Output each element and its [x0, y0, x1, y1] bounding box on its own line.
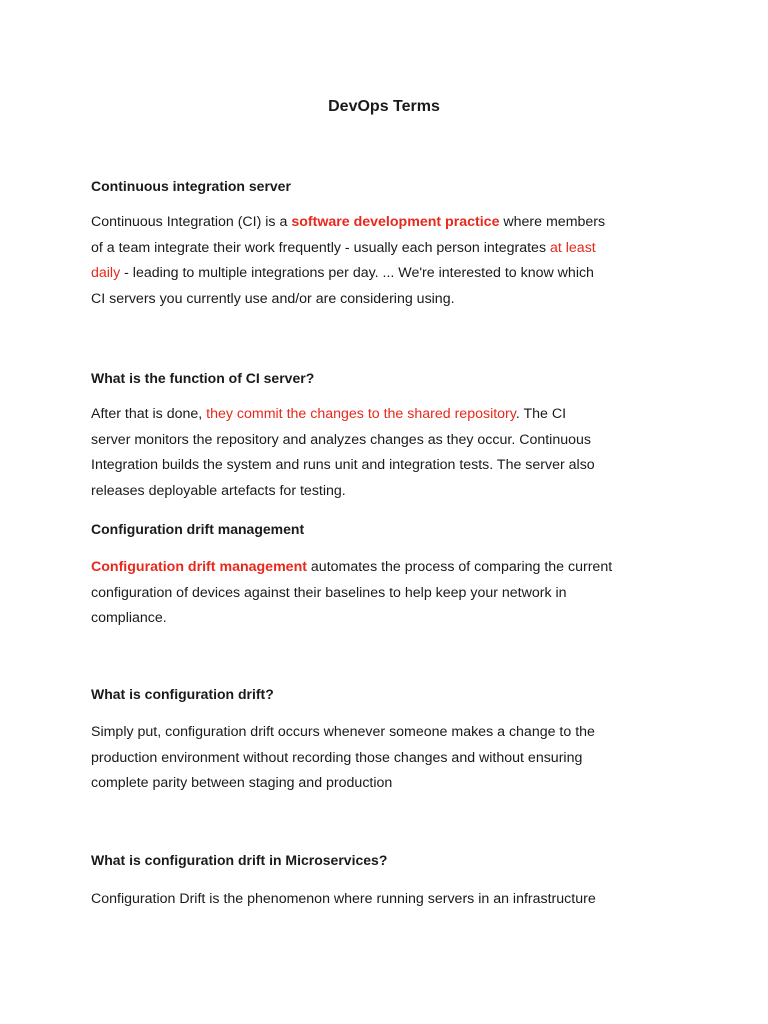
- page-title: DevOps Terms: [328, 98, 440, 115]
- section-body-drift-microservices: [91, 887, 681, 913]
- paragraph-line: [91, 402, 681, 428]
- paragraph-line: [91, 479, 681, 505]
- text-run: Configuration Drift is the phenomenon where running servers in an infrastructure: [91, 891, 596, 907]
- highlight-text: at least: [549, 239, 596, 256]
- highlight-text: Configuration drift management: [91, 559, 307, 575]
- paragraph-line: [91, 771, 681, 797]
- text-run: compliance.: [91, 610, 167, 626]
- section-heading-config-drift: What is configuration drift?: [91, 686, 274, 702]
- section-heading-drift-microservices: What is configuration drift in Microservices?: [91, 852, 388, 868]
- paragraph-line: [91, 210, 681, 236]
- text-run: configuration of devices against their baselines to help keep your network in: [91, 584, 567, 601]
- paragraph-line: [91, 287, 681, 313]
- paragraph-line: [91, 261, 681, 287]
- paragraph-line: [91, 555, 681, 581]
- text-run: Integration builds the system and runs unit and integration tests. The server also: [91, 457, 595, 473]
- text-run: Simply put, configuration drift occurs whenever someone makes a change to the: [91, 724, 595, 740]
- text-run: - leading to multiple integrations per day. ... We're interested to know which: [120, 265, 594, 281]
- section-heading-drift-management: Configuration drift management: [91, 521, 305, 537]
- paragraph-line: [91, 746, 681, 772]
- section-body-ci-server: [91, 210, 681, 312]
- highlight-text: software development practice: [291, 214, 500, 230]
- text-run: CI servers you currently use and/or are considering using.: [91, 290, 455, 307]
- paragraph-line: [91, 581, 681, 607]
- section-body-ci-function: [91, 402, 681, 504]
- text-run: automates the process of comparing the current: [306, 559, 613, 575]
- highlight-text: daily: [91, 265, 121, 281]
- paragraph-line: [91, 887, 681, 913]
- section-heading-ci-function: What is the function of CI server?: [91, 370, 315, 386]
- text-run: server monitors the repository and analyzes changes as they occur. Continuous: [91, 431, 591, 448]
- text-run: of a team integrate their work frequently - usually each person integrates: [91, 239, 550, 256]
- paragraph-line: [91, 428, 681, 454]
- section-body-drift-management: [91, 555, 681, 632]
- text-run: complete parity between staging and production: [91, 775, 393, 791]
- paragraph-line: [91, 453, 681, 479]
- section-body-config-drift: [91, 720, 681, 797]
- text-run: releases deployable artefacts for testing.: [91, 482, 346, 499]
- section-heading-ci-server: Continuous integration server: [91, 178, 291, 194]
- text-run: . The CI: [515, 406, 567, 422]
- paragraph-line: [91, 236, 681, 262]
- text-run: After that is done,: [91, 406, 207, 422]
- text-run: production environment without recording those changes and without ensuring: [91, 749, 583, 766]
- text-run: Continuous Integration (CI) is a: [91, 214, 292, 230]
- text-run: where members: [499, 214, 606, 230]
- paragraph-line: [91, 720, 681, 746]
- paragraph-line: [91, 606, 681, 632]
- highlight-text: they commit the changes to the shared repository: [206, 406, 516, 422]
